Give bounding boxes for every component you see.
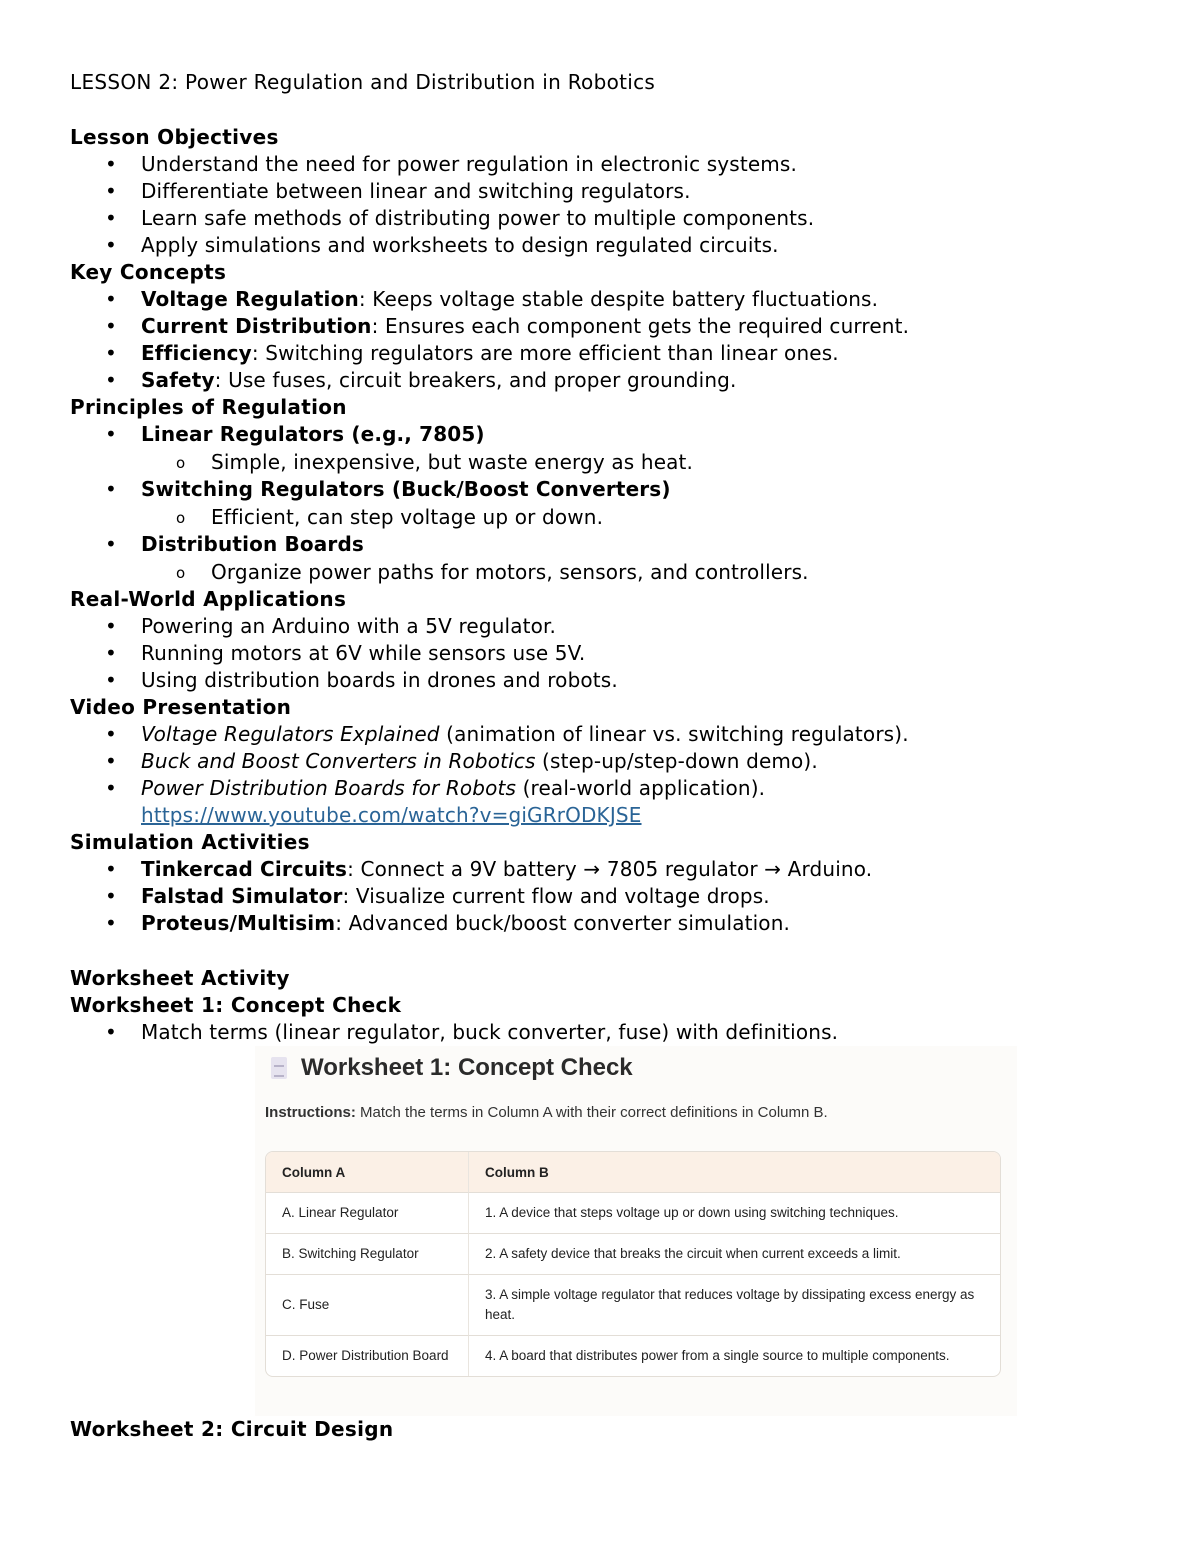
principle-term: Linear Regulators (e.g., 7805) bbox=[141, 422, 485, 446]
list-item bbox=[70, 883, 1150, 910]
objectives-list bbox=[70, 151, 1150, 259]
worksheet-activity-heading: Worksheet Activity bbox=[70, 966, 290, 990]
list-item bbox=[70, 775, 1150, 829]
principle-term: Switching Regulators (Buck/Boost Converters) bbox=[141, 477, 671, 501]
table-row bbox=[266, 1234, 1000, 1275]
list-item bbox=[70, 531, 1150, 558]
definition-cell: 1. A device that steps voltage up or down using switching techniques. bbox=[469, 1193, 1000, 1234]
table-row bbox=[266, 1275, 1000, 1336]
youtube-link[interactable]: https://www.youtube.com/watch?v=giGRrODKJSE bbox=[141, 803, 642, 827]
sim-term: Tinkercad Circuits bbox=[141, 857, 348, 881]
principles-heading: Principles of Regulation bbox=[70, 395, 347, 419]
worksheet-2-heading: Worksheet 2: Circuit Design bbox=[70, 1417, 394, 1441]
key-concepts-list bbox=[70, 286, 1150, 394]
list-item: • Running motors at 6V while sensors use 5V. bbox=[70, 640, 1150, 667]
instructions-text: Match the terms in Column A with their correct definitions in Column B. bbox=[355, 1104, 828, 1121]
video-desc: (animation of linear vs. switching regulators). bbox=[439, 722, 909, 746]
applications-list bbox=[70, 613, 1150, 694]
video-desc: (real-world application). bbox=[516, 776, 766, 800]
worksheet-image bbox=[255, 1046, 1017, 1416]
list-item bbox=[70, 313, 1150, 340]
principle-term: Distribution Boards bbox=[141, 532, 364, 556]
sub-list-item: o Efficient, can step voltage up or down. bbox=[70, 503, 1150, 531]
list-item: • Apply simulations and worksheets to design regulated circuits. bbox=[70, 232, 1150, 259]
list-item: • Using distribution boards in drones and robots. bbox=[70, 667, 1150, 694]
list-item bbox=[70, 340, 1150, 367]
document-icon bbox=[271, 1057, 287, 1079]
term-cell: B. Switching Regulator bbox=[266, 1234, 469, 1275]
principles-list bbox=[70, 421, 1150, 586]
worksheet-instructions bbox=[265, 1104, 828, 1121]
list-item bbox=[70, 910, 1150, 937]
list-item bbox=[70, 721, 1150, 748]
concept-term: Safety bbox=[141, 368, 215, 392]
term-cell: C. Fuse bbox=[266, 1275, 469, 1336]
concept-term: Voltage Regulation bbox=[141, 287, 359, 311]
sub-list-item: o Organize power paths for motors, sensors, and controllers. bbox=[70, 558, 1150, 586]
list-item bbox=[70, 748, 1150, 775]
list-item: • Powering an Arduino with a 5V regulator. bbox=[70, 613, 1150, 640]
column-a-header: Column A bbox=[266, 1152, 469, 1193]
concept-term: Current Distribution bbox=[141, 314, 372, 338]
list-item: • Differentiate between linear and switching regulators. bbox=[70, 178, 1150, 205]
lesson-title: LESSON 2: Power Regulation and Distribution in Robotics bbox=[70, 70, 656, 94]
definition-cell: 4. A board that distributes power from a single source to multiple components. bbox=[485, 1348, 950, 1363]
list-item: • Match terms (linear regulator, buck converter, fuse) with definitions. bbox=[70, 1019, 1150, 1046]
concept-text: : Use fuses, circuit breakers, and proper grounding. bbox=[214, 368, 737, 392]
column-b-header: Column B bbox=[469, 1152, 1000, 1193]
video-list bbox=[70, 721, 1150, 829]
video-title: Power Distribution Boards for Robots bbox=[141, 776, 517, 800]
video-heading: Video Presentation bbox=[70, 695, 292, 719]
list-item bbox=[70, 421, 1150, 448]
concept-text: : Switching regulators are more efficient than linear ones. bbox=[251, 341, 839, 365]
sim-term: Proteus/Multisim bbox=[141, 911, 336, 935]
sim-text: : Visualize current flow and voltage drops. bbox=[342, 884, 770, 908]
instructions-label: Instructions: bbox=[265, 1104, 356, 1121]
definition-cell: 2. A safety device that breaks the circuit when current exceeds a limit. bbox=[469, 1234, 1000, 1275]
video-desc: (step-up/step-down demo). bbox=[535, 749, 818, 773]
video-title: Voltage Regulators Explained bbox=[141, 722, 440, 746]
simulation-list bbox=[70, 856, 1150, 937]
list-item bbox=[70, 476, 1150, 503]
concept-term: Efficiency bbox=[141, 341, 252, 365]
list-item bbox=[70, 286, 1150, 313]
document-page bbox=[70, 68, 1150, 1046]
concept-text: : Ensures each component gets the required current. bbox=[371, 314, 910, 338]
applications-heading: Real-World Applications bbox=[70, 587, 347, 611]
sim-text: : Connect a 9V battery → 7805 regulator → Arduino. bbox=[347, 857, 873, 881]
objectives-heading: Lesson Objectives bbox=[70, 125, 279, 149]
sim-term: Falstad Simulator bbox=[141, 884, 343, 908]
worksheet-1-heading: Worksheet 1: Concept Check bbox=[70, 993, 402, 1017]
sub-list-item: o Simple, inexpensive, but waste energy as heat. bbox=[70, 448, 1150, 476]
worksheet-title: Worksheet 1: Concept Check bbox=[301, 1054, 633, 1081]
term-cell: A. Linear Regulator bbox=[266, 1193, 469, 1234]
concept-text: : Keeps voltage stable despite battery fluctuations. bbox=[358, 287, 879, 311]
video-title: Buck and Boost Converters in Robotics bbox=[141, 749, 536, 773]
list-item bbox=[70, 856, 1150, 883]
term-cell: D. Power Distribution Board bbox=[266, 1336, 469, 1376]
definition-cell: 3. A simple voltage regulator that reduces voltage by dissipating excess energy as heat. bbox=[469, 1275, 1000, 1336]
table-row bbox=[266, 1193, 1000, 1234]
worksheet-header bbox=[271, 1054, 633, 1082]
list-item bbox=[70, 367, 1150, 394]
table-header-row bbox=[266, 1152, 1000, 1193]
simulation-heading: Simulation Activities bbox=[70, 830, 310, 854]
worksheet-2-wrapper bbox=[70, 1416, 393, 1443]
key-concepts-heading: Key Concepts bbox=[70, 260, 227, 284]
table-row bbox=[266, 1336, 1000, 1376]
worksheet-1-list bbox=[70, 1019, 1150, 1046]
matching-table bbox=[265, 1151, 1001, 1377]
sim-text: : Advanced buck/boost converter simulation. bbox=[335, 911, 791, 935]
list-item: • Learn safe methods of distributing power to multiple components. bbox=[70, 205, 1150, 232]
list-item: • Understand the need for power regulation in electronic systems. bbox=[70, 151, 1150, 178]
